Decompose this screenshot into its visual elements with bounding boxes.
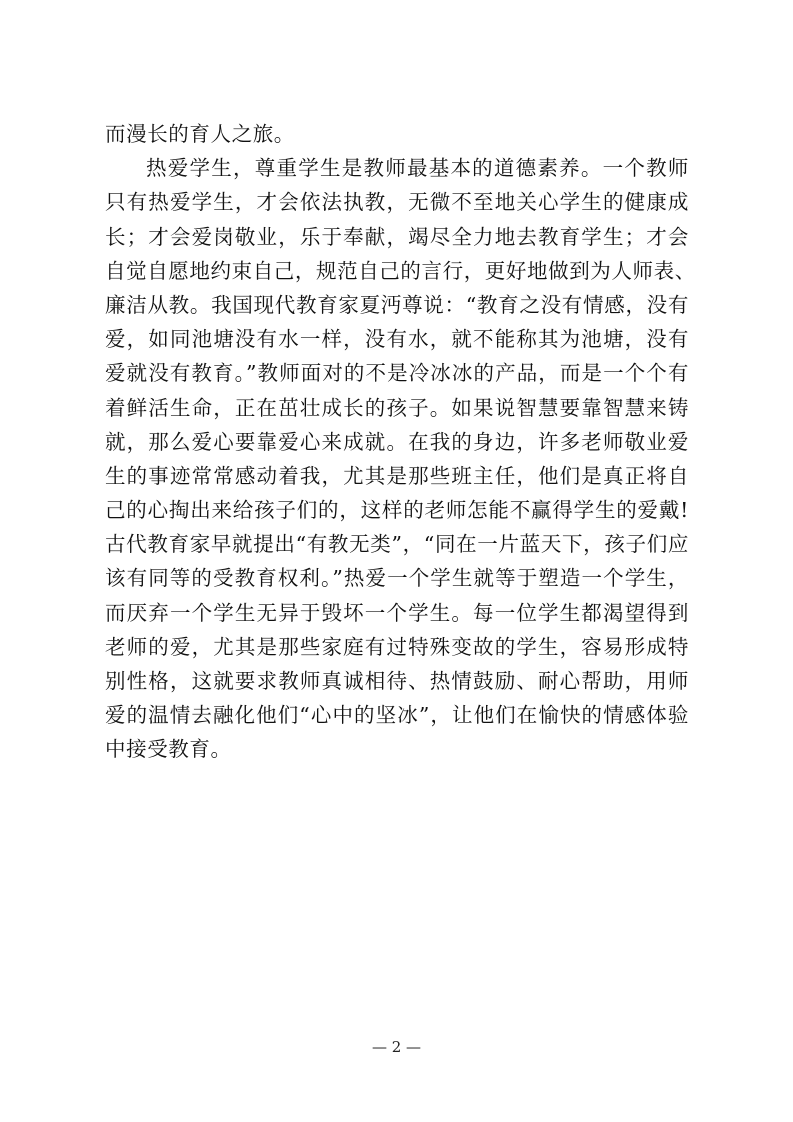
paragraph-line: 别性格，这就要求教师真诚相待、热情鼓励、耐心帮助，用师 [105,669,689,693]
body-text [105,117,696,767]
paragraph-line: 只有热爱学生，才会依法执教，无微不至地关心学生的健康成 [105,190,689,215]
paragraph-line: 自觉自愿地约束自己，规范自己的言行，更好地做到为人师表、 [105,258,696,283]
paragraph-line: 廉洁从教。我国现代教育家夏沔尊说：“教育之没有情感，没有 [105,292,689,317]
paragraph-line: 爱就没有教育。”教师面对的不是冷冰冰的产品，而是一个个有 [105,361,689,386]
paragraph-line: 而漫长的育人之旅。 [105,122,295,146]
paragraph-line: 着鲜活生命，正在茁壮成长的孩子。如果说智慧要靠智慧来铸 [105,395,689,420]
paragraph-line: 热爱学生，尊重学生是教师最基本的道德素养。一个教师 [146,156,689,181]
paragraph-line: 该有同等的受教育权利。”热爱一个学生就等于塑造一个学生， [105,566,689,591]
paragraph-line: 长；才会爱岗敬业，乐于奉献，竭尽全力地去教育学生；才会 [105,224,689,249]
paragraph-line: 老师的爱，尤其是那些家庭有过特殊变故的学生，容易形成特 [105,634,689,659]
paragraph-line: 爱的温情去融化他们“心中的坚冰”，让他们在愉快的情感体验 [105,703,689,728]
paragraph-line: 中接受教育。 [105,737,232,762]
paragraph-line: 古代教育家早就提出“有教无类”，“同在一片蓝天下，孩子们应 [105,532,689,557]
paragraph-line: 就，那么爱心要靠爱心来成就。在我的身边，许多老师敬业爱 [105,429,689,454]
page-number: — 2 — [371,1038,422,1056]
paragraph-line: 己的心掏出来给孩子们的，这样的老师怎能不赢得学生的爱戴! [105,498,689,523]
paragraph-line: 爱，如同池塘没有水一样，没有水，就不能称其为池塘，没有 [105,327,689,352]
paragraph-line: 而厌弃一个学生无异于毁坏一个学生。每一位学生都渴望得到 [105,600,689,625]
paragraph-line: 生的事迹常常感动着我，尤其是那些班主任，他们是真正将自 [105,463,689,488]
